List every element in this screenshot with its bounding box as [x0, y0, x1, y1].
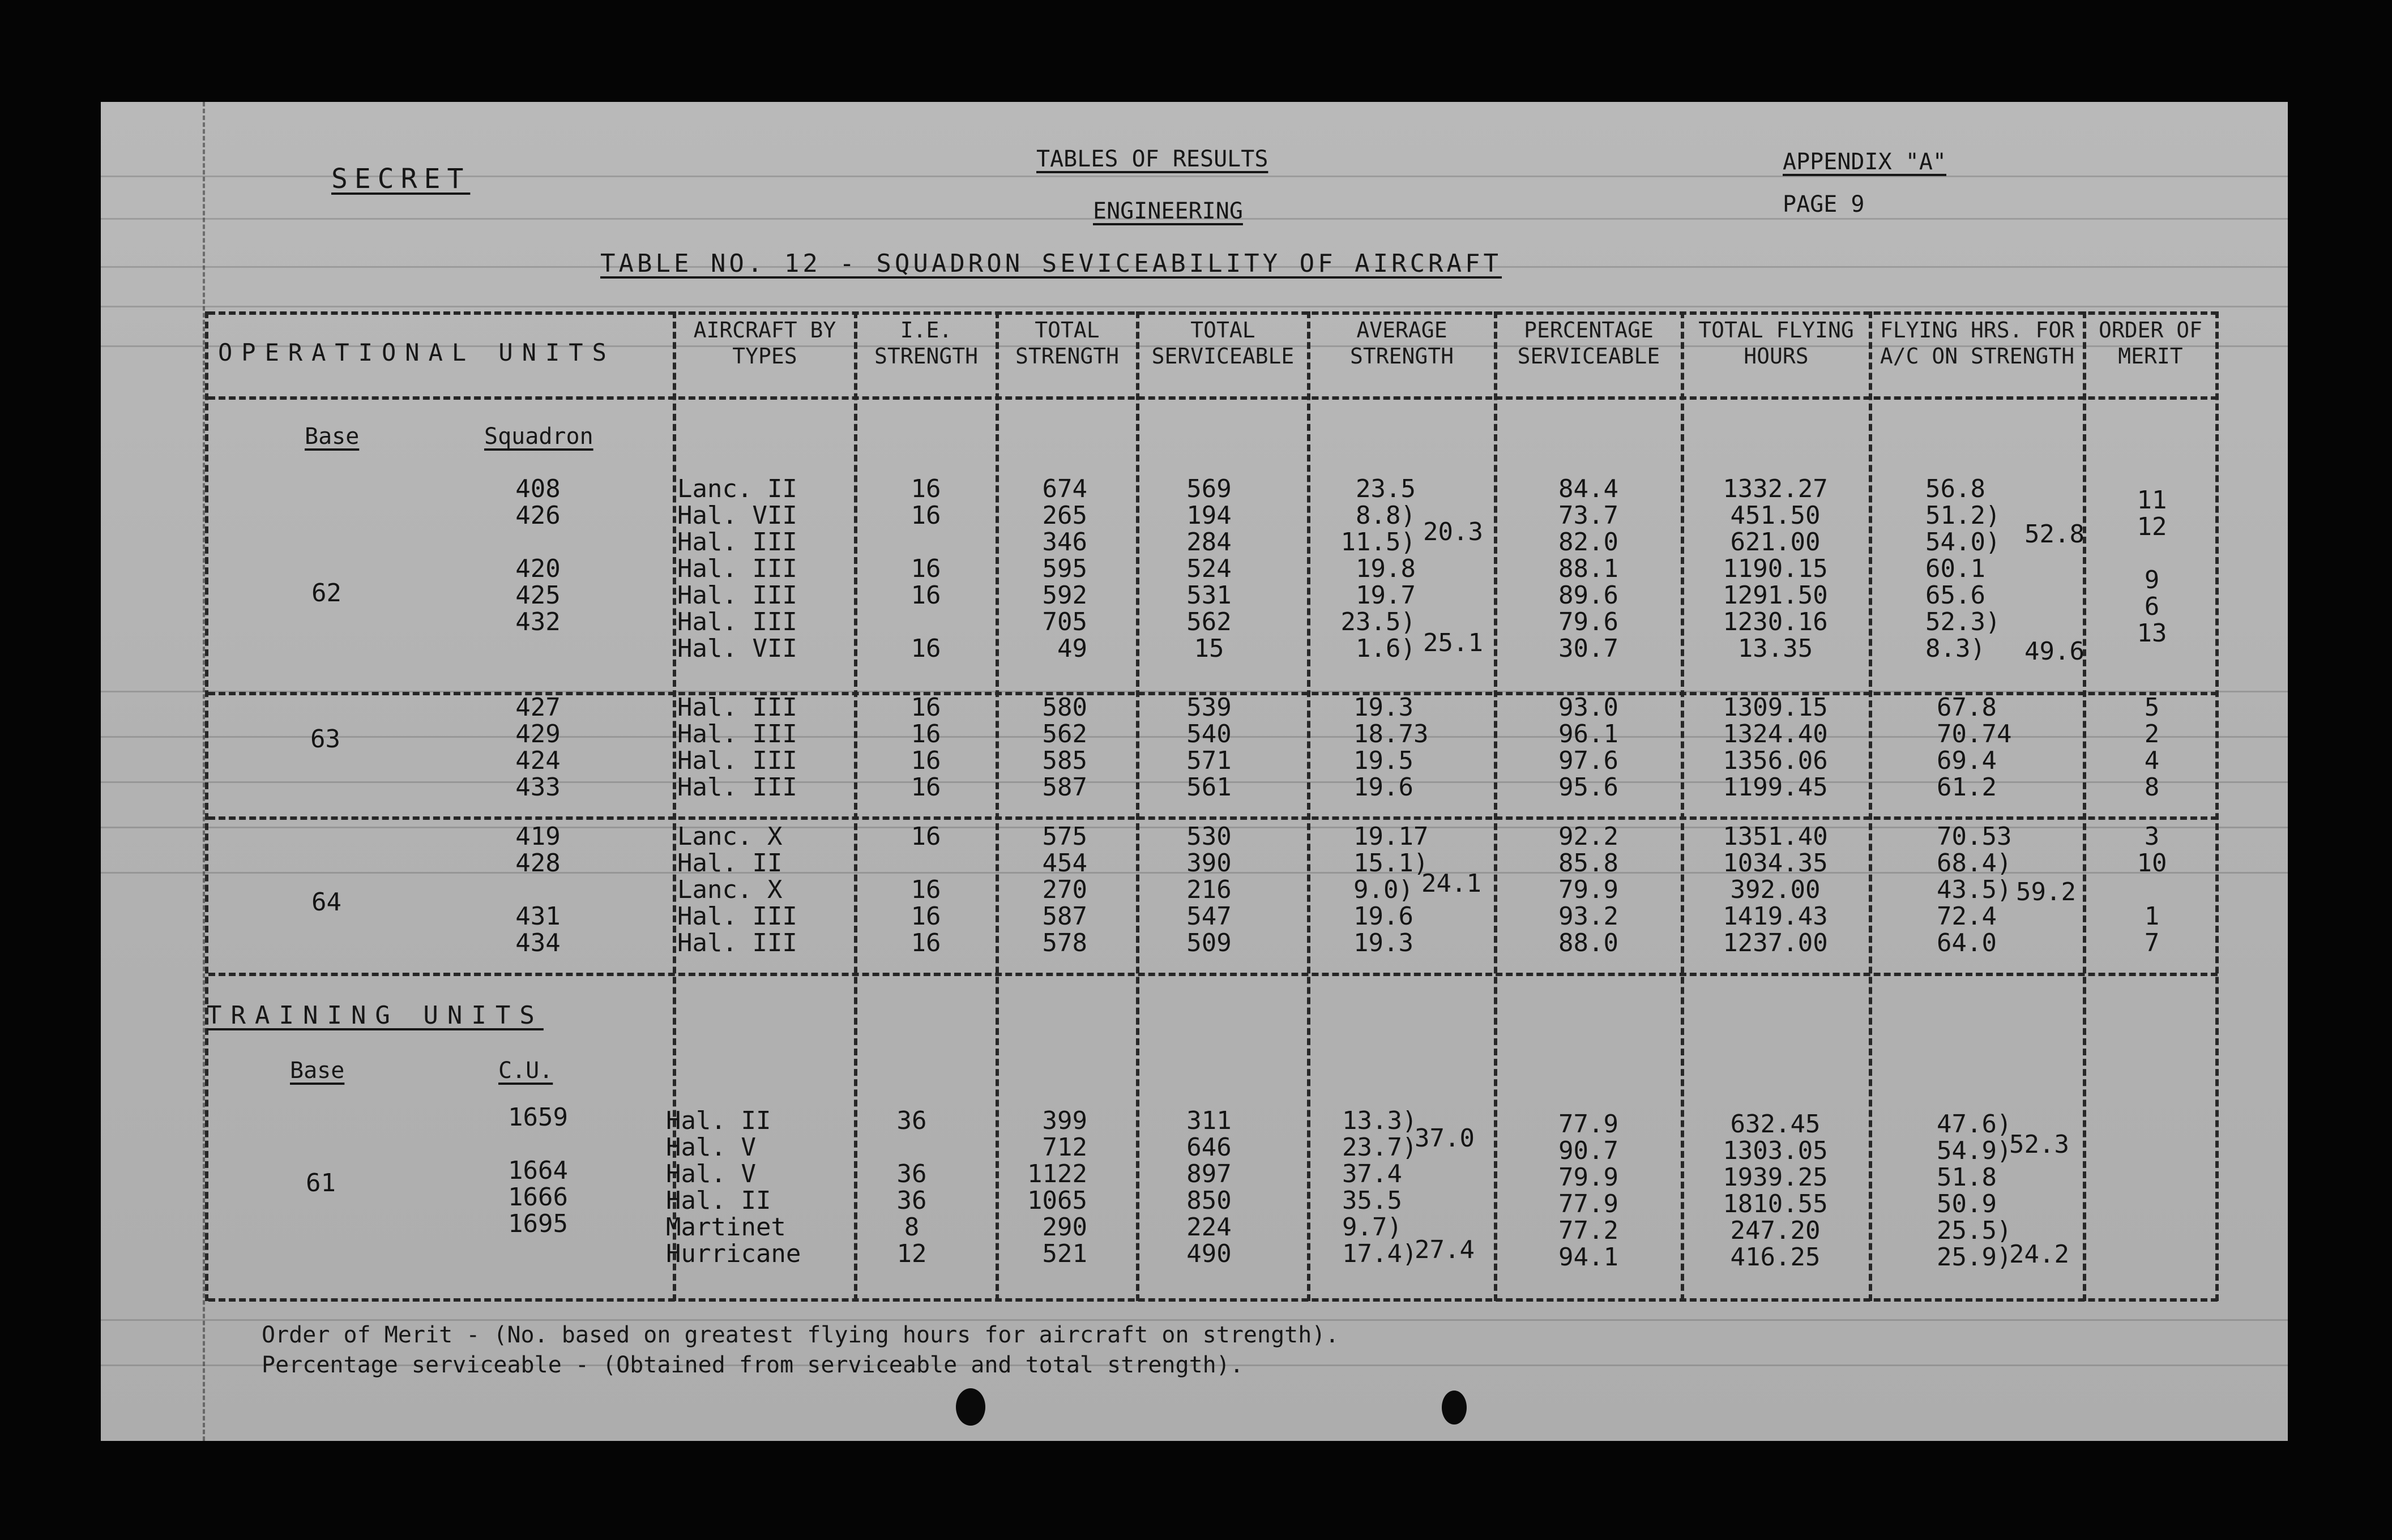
base-label: Base [305, 424, 360, 450]
header-operational-units: OPERATIONAL UNITS [218, 339, 616, 366]
header-average-strength: AVERAGE STRENGTH [1349, 318, 1454, 369]
aircraft-types: Hal. III Hal. III Hal. III Hal. III [677, 693, 797, 802]
cu-label: C.U. [498, 1058, 553, 1084]
header-total-flying-hours: TOTAL FLYING HOURS [1698, 318, 1854, 369]
average-strength-values: 23.5 8.8) 11.5) 19.8 19.7 23.5) 1.6) [1340, 474, 1416, 663]
average-strength-values: 13.3) 23.7) 37.4 35.5 9.7) 17.4) [1342, 1106, 1417, 1268]
header-total-strength: TOTAL STRENGTH [1015, 318, 1120, 369]
base-61: 61 [306, 1169, 336, 1197]
hours-per-aircraft-values: 67.8 70.74 69.4 61.2 [1937, 693, 2012, 802]
ie-strength-values: 16 16 16 16 [911, 822, 941, 957]
classification-label: SECRET [331, 163, 471, 195]
total-serviceable-values: 539 540 571 561 [1186, 693, 1232, 802]
squadron-numbers: 427 429 424 433 [515, 693, 561, 802]
base-label: Base [290, 1058, 345, 1084]
order-of-merit-values: 3 10 1 7 [2137, 822, 2167, 957]
combined-hours-value: 24.2 [2009, 1240, 2069, 1269]
combined-hours-value: 49.6 [2024, 637, 2085, 666]
hours-per-aircraft-values: 47.6) 54.9) 51.8 50.9 25.5) 25.9) [1937, 1110, 2012, 1272]
ie-strength-values: 16 16 16 16 [911, 693, 941, 802]
total-strength-values: 399 712 1122 1065 290 521 [1027, 1106, 1087, 1268]
percentage-serviceable-values: 93.0 96.1 97.6 95.6 [1558, 693, 1618, 802]
hours-per-aircraft-values: 70.53 68.4) 43.5) 72.4 64.0 [1937, 822, 2012, 957]
squadron-numbers: 408 426 420 425 432 [515, 474, 561, 636]
header-flying-hours-per-aircraft: FLYING HRS. FOR A/C ON STRENGTH [1880, 318, 2075, 369]
ie-strength-values: 36 36 36 8 12 [896, 1106, 927, 1268]
header-aircraft-types: AIRCRAFT BY TYPES [693, 318, 836, 369]
header-ie-strength: I.E. STRENGTH [874, 318, 979, 369]
combined-hours-value: 52.3 [2009, 1130, 2069, 1159]
average-strength-values: 19.17 15.1) 9.0) 19.6 19.3 [1353, 822, 1429, 957]
cu-numbers: 1659 1664 1666 1695 [508, 1103, 568, 1238]
hours-per-aircraft-values: 56.8 51.2) 54.0) 60.1 65.6 52.3) 8.3) [1925, 474, 2001, 663]
total-strength-values: 580 562 585 587 [1042, 693, 1087, 802]
percentage-serviceable-values: 77.9 90.7 79.9 77.9 77.2 94.1 [1558, 1110, 1618, 1272]
footnote-percentage-serviceable: Percentage serviceable - (Obtained from serviceable and total strength). [262, 1352, 1244, 1378]
ie-strength-values: 16 16 16 16 16 [911, 474, 941, 663]
flying-hours-values: 1309.15 1324.40 1356.06 1199.45 [1723, 693, 1828, 802]
total-serviceable-values: 311 646 897 850 224 490 [1186, 1106, 1232, 1268]
total-strength-values: 674 265 346 595 592 705 49 [1042, 474, 1087, 663]
appendix-label: APPENDIX "A" [1783, 149, 1946, 175]
footnote-order-of-merit: Order of Merit - (No. based on greatest flying hours for aircraft on strength). [262, 1322, 1339, 1348]
percentage-serviceable-values: 84.4 73.7 82.0 88.1 89.6 79.6 30.7 [1558, 474, 1618, 663]
aircraft-types: Hal. II Hal. V Hal. V Hal. II Martinet Hurricane [666, 1106, 801, 1268]
squadron-numbers: 419 428 431 434 [515, 822, 561, 957]
total-strength-values: 575 454 270 587 578 [1042, 822, 1087, 957]
combined-average-value: 20.3 [1423, 517, 1483, 546]
combined-average-value: 37.0 [1415, 1124, 1475, 1153]
table-title: TABLE NO. 12 - SQUADRON SEVICEABILITY OF AIRCRAFT [600, 249, 1502, 278]
order-of-merit-values: 11 12 9 6 13 [2137, 486, 2167, 648]
document-subtitle: ENGINEERING [1093, 198, 1243, 224]
squadron-label: Squadron [484, 424, 593, 450]
ink-blot [1442, 1391, 1467, 1424]
order-of-merit-values: 5 2 4 8 [2144, 693, 2160, 802]
header-total-serviceable: TOTAL SERVICEABLE [1151, 318, 1295, 369]
average-strength-values: 19.3 18.73 19.5 19.6 [1353, 693, 1429, 802]
document-title: TABLES OF RESULTS [1036, 146, 1268, 172]
flying-hours-values: 632.45 1303.05 1939.25 1810.55 247.20 416.25 [1723, 1110, 1828, 1272]
percentage-serviceable-values: 92.2 85.8 79.9 93.2 88.0 [1558, 822, 1618, 957]
combined-average-value: 25.1 [1423, 628, 1483, 657]
page-number: PAGE 9 [1783, 191, 1865, 217]
aircraft-types: Lanc. X Hal. II Lanc. X Hal. III Hal. III [677, 822, 797, 957]
flying-hours-values: 1332.27 451.50 621.00 1190.15 1291.50 1230.16 13.35 [1723, 474, 1828, 663]
aircraft-types: Lanc. II Hal. VII Hal. III Hal. III Hal. III Hal. III Hal. VII [677, 474, 797, 663]
training-units-title: TRAINING UNITS [207, 1001, 544, 1030]
total-serviceable-values: 569 194 284 524 531 562 15 [1186, 474, 1232, 663]
combined-average-value: 24.1 [1421, 869, 1481, 898]
base-62: 62 [311, 579, 341, 608]
header-percentage-serviceable: PERCENTAGE SERVICEABLE [1517, 318, 1660, 369]
header-order-of-merit: ORDER OF MERIT [2098, 318, 2203, 369]
combined-average-value: 27.4 [1415, 1235, 1475, 1264]
flying-hours-values: 1351.40 1034.35 392.00 1419.43 1237.00 [1723, 822, 1828, 957]
base-63: 63 [310, 725, 340, 754]
total-serviceable-values: 530 390 216 547 509 [1186, 822, 1232, 957]
combined-hours-value: 52.8 [2024, 520, 2085, 549]
base-64: 64 [311, 888, 341, 917]
combined-hours-value: 59.2 [2016, 878, 2076, 906]
ink-blot [956, 1388, 985, 1426]
